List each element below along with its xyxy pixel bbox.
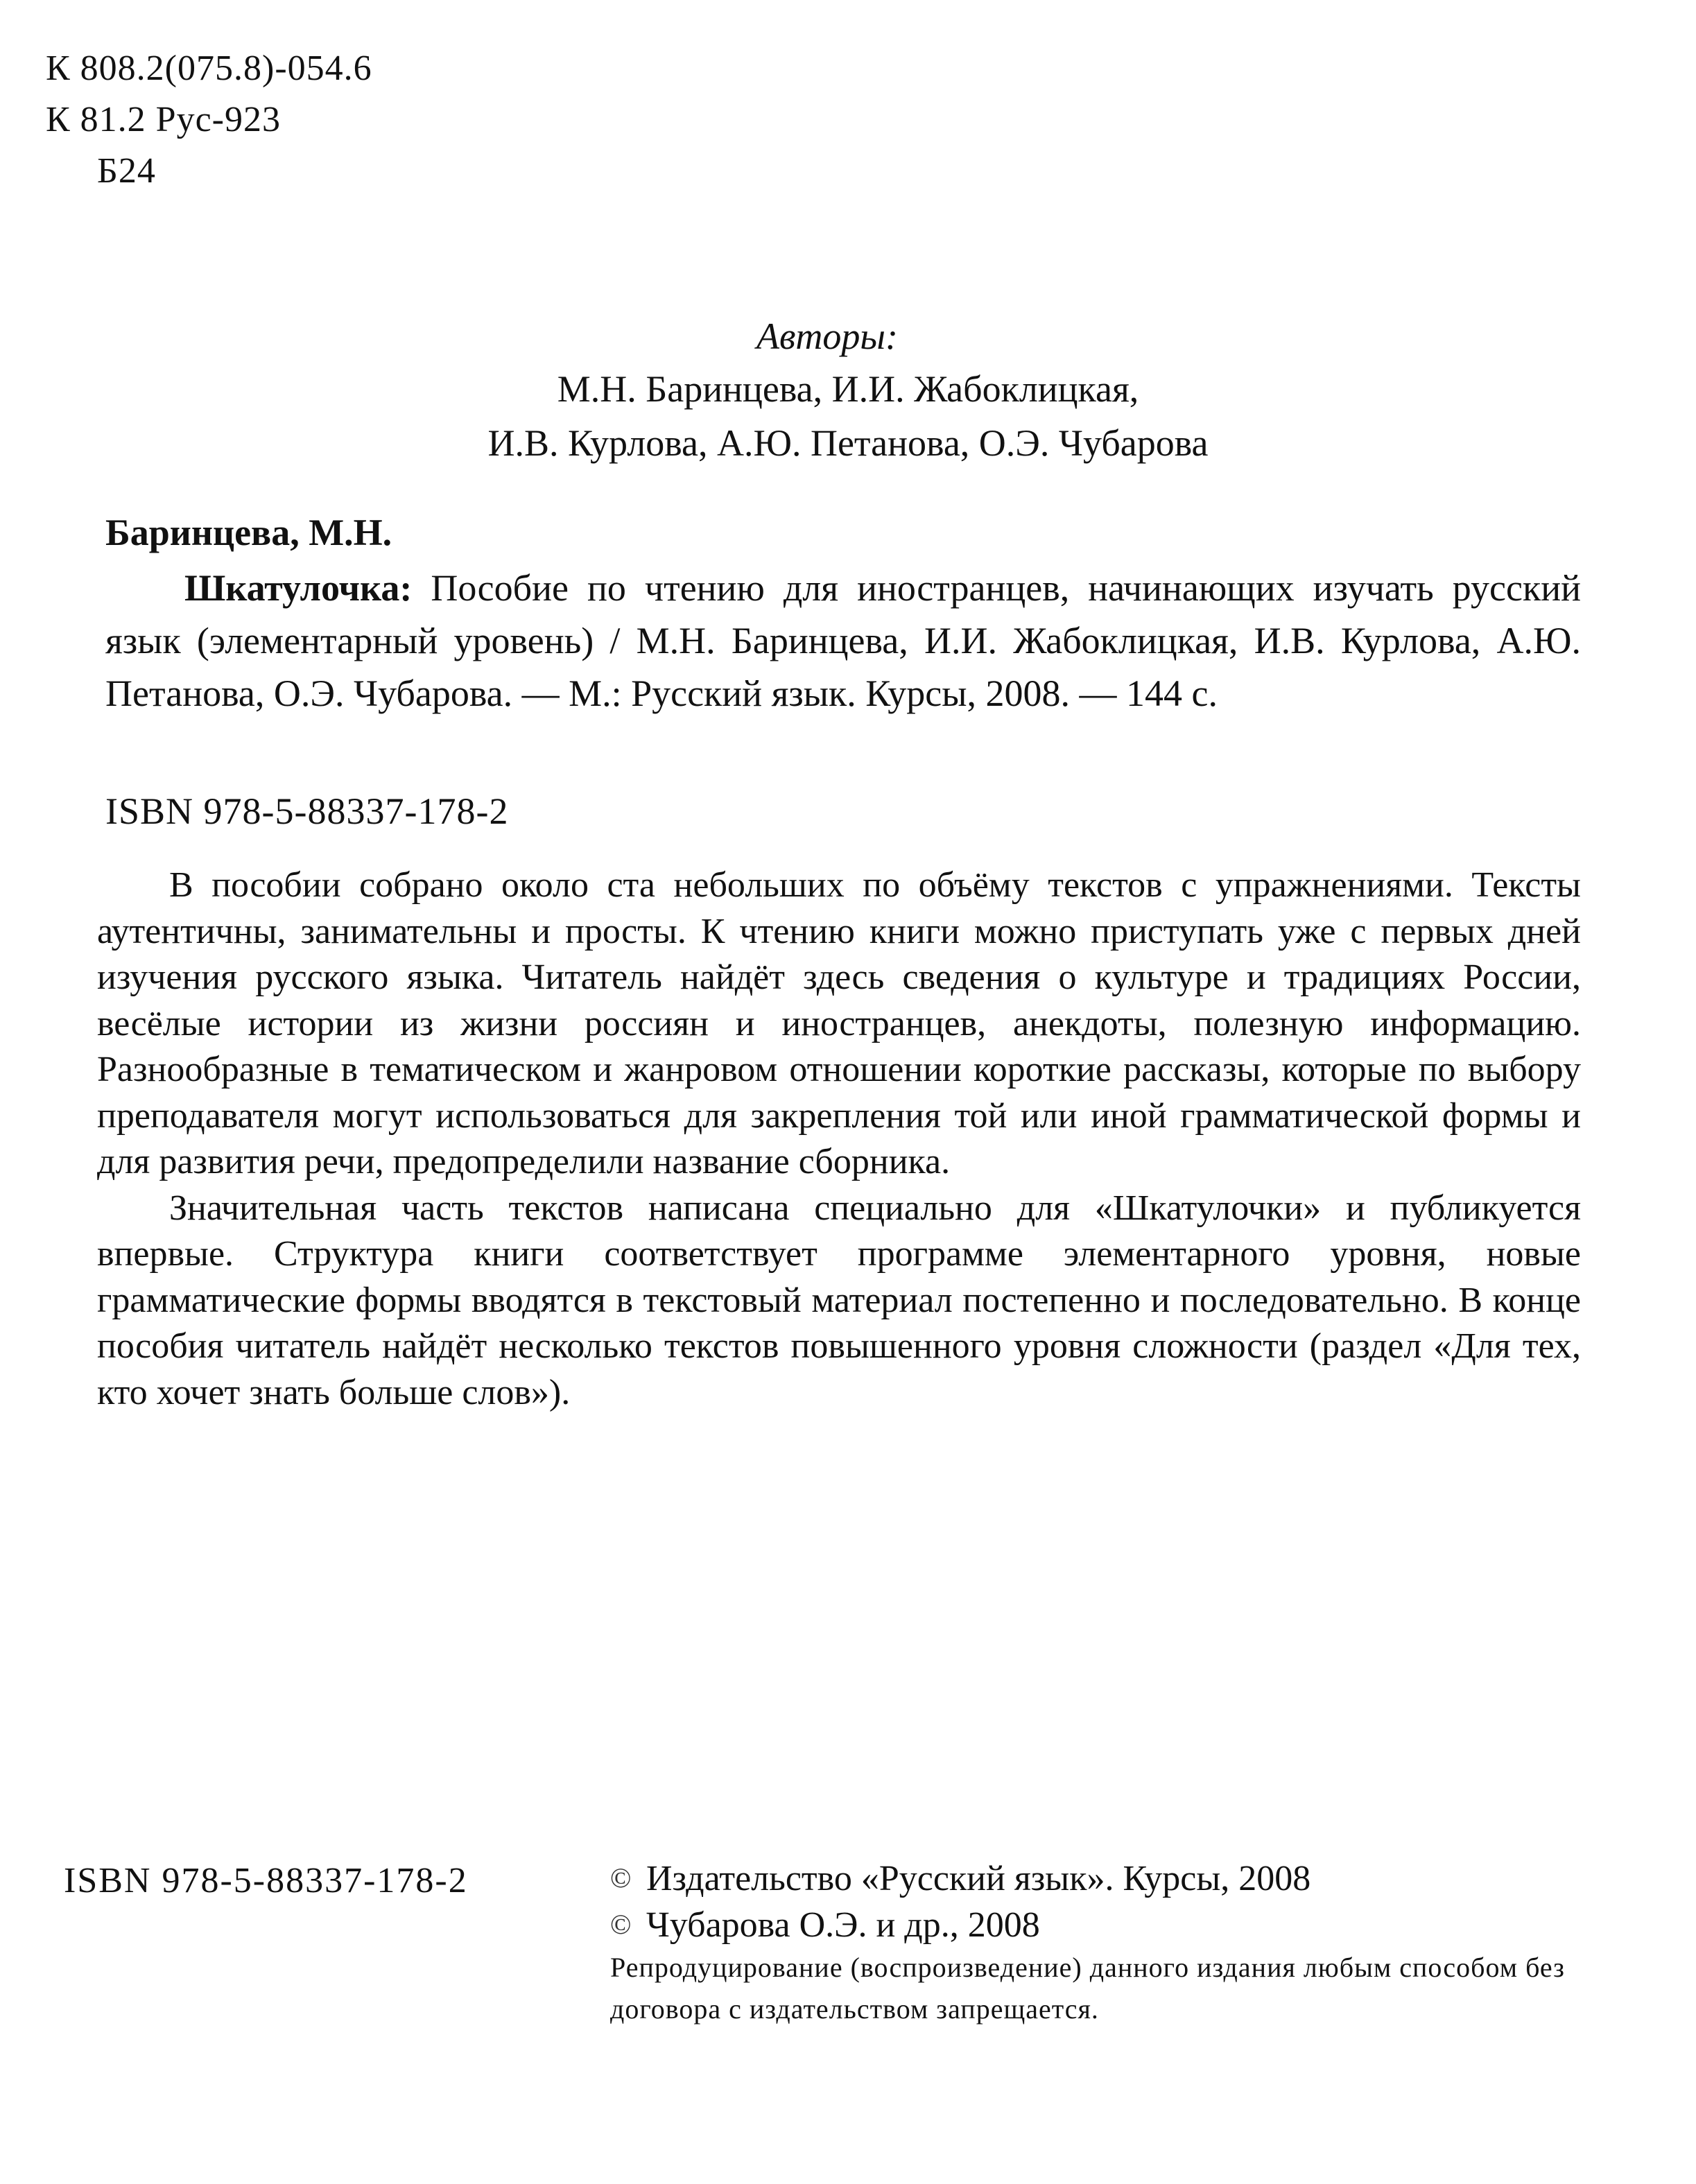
- copyright-icon: ©: [610, 1862, 632, 1893]
- record-isbn: ISBN 978-5-88337-178-2: [105, 790, 509, 832]
- annotation-paragraph-1: В пособии собрано около ста небольших по объёму текстов с упражнениями. Тексты аутентичны, занимательны и просты. К чтению книги можно приступать уже с первых дней изучения русского языка. Читатель найдёт здесь сведения о культуре и традициях России, весёлые истории из жизни россиян и иностранцев, анекдоты, полезную информацию. Разнообразные в тематическом и жанровом отношении короткие рассказы, которые по выбору преподавателя могут использоваться для закрепления той или иной грамматической формы и для развития речи, предопределили название сборника.: [97, 865, 1581, 1181]
- copyright-icon: ©: [610, 1909, 632, 1940]
- classification-codes: [46, 43, 372, 197]
- book-title: Шкатулочка:: [184, 567, 413, 609]
- authors-line-1: М.Н. Баринцева, И.И. Жабоклицкая,: [557, 368, 1139, 410]
- catalog-record: [105, 505, 1581, 720]
- bbk-code: К 81.2 Рус-923: [46, 100, 281, 139]
- copyright-publisher-text: Издательство «Русский язык». Курсы, 2008: [646, 1859, 1311, 1898]
- authors-block: [0, 311, 1696, 470]
- annotation-paragraph-2: Значительная часть текстов написана специально для «Шкатулочки» и публикуется впервые. Структура книги соответствует программе элементарного уровня, новые грамматические формы вводятся в текстовый материал постепенно и последовательно. В конце пособия читатель найдёт несколько текстов повышенного уровня сложности (раздел «Для тех, кто хочет знать больше слов»).: [97, 1188, 1581, 1412]
- copyright-publisher: [610, 1855, 1310, 1902]
- reproduction-notice: Репродуцирование (воспроизведение) данного издания любым способом без договора с издательством запрещается.: [610, 1952, 1565, 2025]
- record-description: [105, 562, 1581, 720]
- copyright-authors-text: Чубарова О.Э. и др., 2008: [646, 1905, 1040, 1945]
- copyright-block: [610, 1855, 1310, 1948]
- copyright-authors: [610, 1902, 1310, 1948]
- record-description-text: Пособие по чтению для иностранцев, начинающих изучать русский язык (элементарный уровень) / М.Н. Баринцева, И.И. Жабоклицкая, И.В. Курлова, А.Ю. Петанова, О.Э. Чубарова. — М.: Русский язык. Курсы, 2008. — 144 с.: [105, 567, 1582, 714]
- authors-line-2: И.В. Курлова, А.Ю. Петанова, О.Э. Чубарова: [487, 422, 1209, 464]
- annotation: [97, 863, 1581, 1416]
- footer-isbn: ISBN 978-5-88337-178-2: [64, 1861, 468, 1900]
- udc-code: К 808.2(075.8)-054.6: [46, 49, 372, 88]
- authors-label: Авторы:: [756, 315, 898, 357]
- author-mark: Б24: [97, 151, 156, 191]
- record-author-heading: Баринцева, М.Н.: [105, 512, 392, 553]
